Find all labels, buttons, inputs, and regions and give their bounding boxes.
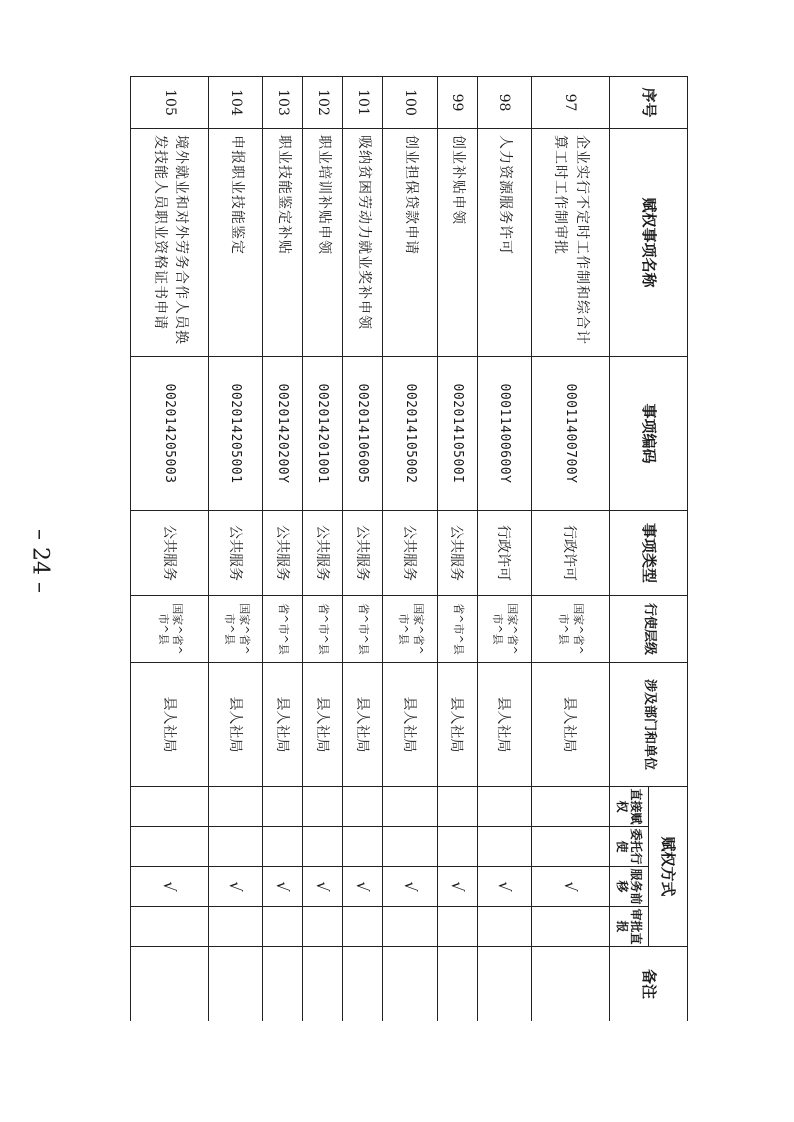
page-number: – 24 – [27, 529, 53, 593]
cell-dept: 县人社局 [303, 663, 343, 787]
cell-service: √ [531, 867, 609, 907]
cell-type: 公共服务 [383, 511, 437, 596]
table-row [131, 77, 209, 1022]
cell-service: √ [209, 867, 263, 907]
cell-type: 公共服务 [437, 511, 477, 596]
cell-approval [131, 907, 209, 947]
cell-level: 省^市^县 [303, 596, 343, 663]
header-mode-entrust: 委托行使 [610, 827, 649, 867]
header-code: 事项编码 [610, 357, 688, 511]
cell-code: 002014201001 [303, 357, 343, 511]
table-row [263, 77, 303, 1022]
cell-service: √ [131, 867, 209, 907]
cell-direct [437, 787, 477, 827]
cell-dept: 县人社局 [383, 663, 437, 787]
cell-remark [303, 947, 343, 1021]
cell-service: √ [303, 867, 343, 907]
header-name: 赋权事项名称 [610, 129, 688, 357]
cell-type: 公共服务 [343, 511, 383, 596]
cell-approval [477, 907, 531, 947]
cell-code: 002014205001 [209, 357, 263, 511]
cell-service: √ [383, 867, 437, 907]
cell-entrust [209, 827, 263, 867]
cell-service: √ [263, 867, 303, 907]
cell-code: 00011400600Y [477, 357, 531, 511]
cell-name: 职业技能鉴定补贴 [263, 129, 303, 357]
cell-approval [303, 907, 343, 947]
cell-name: 境外就业和对外劳务合作人员换发技能人员职业资格证书申请 [131, 129, 209, 357]
cell-name: 申报职业技能鉴定 [209, 129, 263, 357]
cell-seq: 102 [303, 77, 343, 129]
cell-approval [437, 907, 477, 947]
cell-remark [343, 947, 383, 1021]
cell-service: √ [477, 867, 531, 907]
cell-dept: 县人社局 [477, 663, 531, 787]
cell-entrust [343, 827, 383, 867]
header-seq: 序号 [610, 77, 688, 129]
cell-approval [343, 907, 383, 947]
cell-seq: 105 [131, 77, 209, 129]
cell-entrust [477, 827, 531, 867]
cell-type: 行政许可 [531, 511, 609, 596]
header-mode-direct: 直接赋权 [610, 787, 649, 827]
table-frame [130, 76, 688, 1021]
cell-direct [477, 787, 531, 827]
cell-dept: 县人社局 [131, 663, 209, 787]
cell-type: 公共服务 [263, 511, 303, 596]
cell-direct [343, 787, 383, 827]
cell-dept: 县人社局 [209, 663, 263, 787]
cell-code: 002014105002 [383, 357, 437, 511]
table-row [383, 77, 437, 1022]
cell-entrust [303, 827, 343, 867]
header-dept: 涉及部门和单位 [610, 663, 688, 787]
cell-remark [263, 947, 303, 1021]
cell-entrust [531, 827, 609, 867]
cell-seq: 101 [343, 77, 383, 129]
cell-type: 公共服务 [131, 511, 209, 596]
header-mode-approval: 审批直报 [610, 907, 649, 947]
cell-level: 国家^省^市^县 [209, 596, 263, 663]
cell-approval [383, 907, 437, 947]
empowerment-items-table [130, 76, 688, 1021]
cell-direct [131, 787, 209, 827]
cell-level: 国家^省^市^县 [383, 596, 437, 663]
cell-level: 国家^省^市^县 [477, 596, 531, 663]
cell-type: 公共服务 [209, 511, 263, 596]
cell-entrust [383, 827, 437, 867]
cell-remark [383, 947, 437, 1021]
cell-direct [263, 787, 303, 827]
header-level: 行使层级 [610, 596, 688, 663]
cell-code: 00201420200Y [263, 357, 303, 511]
header-mode-service: 服务前移 [610, 867, 649, 907]
cell-entrust [263, 827, 303, 867]
cell-level: 省^市^县 [263, 596, 303, 663]
cell-level: 国家^省^市^县 [131, 596, 209, 663]
table-row [209, 77, 263, 1022]
cell-dept: 县人社局 [263, 663, 303, 787]
rotated-table-container [130, 76, 688, 1021]
cell-service: √ [437, 867, 477, 907]
cell-seq: 104 [209, 77, 263, 129]
cell-remark [131, 947, 209, 1021]
cell-seq: 103 [263, 77, 303, 129]
cell-code: 00201410500I [437, 357, 477, 511]
cell-remark [437, 947, 477, 1021]
cell-dept: 县人社局 [531, 663, 609, 787]
cell-remark [531, 947, 609, 1021]
cell-type: 公共服务 [303, 511, 343, 596]
cell-direct [531, 787, 609, 827]
cell-direct [303, 787, 343, 827]
cell-name: 吸纳贫困劳动力就业奖补申领 [343, 129, 383, 357]
cell-remark [477, 947, 531, 1021]
cell-level: 国家^省^市^县 [531, 596, 609, 663]
cell-name: 企业实行不定时工作制和综合计算工时工作制审批 [531, 129, 609, 357]
cell-code: 00011400700Y [531, 357, 609, 511]
cell-service: √ [343, 867, 383, 907]
cell-direct [383, 787, 437, 827]
cell-dept: 县人社局 [437, 663, 477, 787]
cell-code: 002014106005 [343, 357, 383, 511]
cell-name: 创业补贴申领 [437, 129, 477, 357]
cell-name: 创业担保贷款申请 [383, 129, 437, 357]
cell-approval [209, 907, 263, 947]
cell-entrust [131, 827, 209, 867]
cell-type: 行政许可 [477, 511, 531, 596]
cell-level: 省^市^县 [437, 596, 477, 663]
cell-remark [209, 947, 263, 1021]
table-row [531, 77, 609, 1022]
table-row [343, 77, 383, 1022]
table-row [303, 77, 343, 1022]
cell-entrust [437, 827, 477, 867]
header-remark: 备注 [610, 947, 688, 1021]
table-row [437, 77, 477, 1022]
cell-name: 人力资源服务许可 [477, 129, 531, 357]
cell-seq: 100 [383, 77, 437, 129]
header-type: 事项类型 [610, 511, 688, 596]
cell-seq: 99 [437, 77, 477, 129]
cell-name: 职业培训补贴申领 [303, 129, 343, 357]
table-row [477, 77, 531, 1022]
cell-dept: 县人社局 [343, 663, 383, 787]
cell-seq: 98 [477, 77, 531, 129]
cell-approval [263, 907, 303, 947]
header-mode: 赋权方式 [649, 787, 688, 947]
cell-level: 省^市^县 [343, 596, 383, 663]
cell-code: 002014205003 [131, 357, 209, 511]
cell-seq: 97 [531, 77, 609, 129]
cell-direct [209, 787, 263, 827]
cell-approval [531, 907, 609, 947]
